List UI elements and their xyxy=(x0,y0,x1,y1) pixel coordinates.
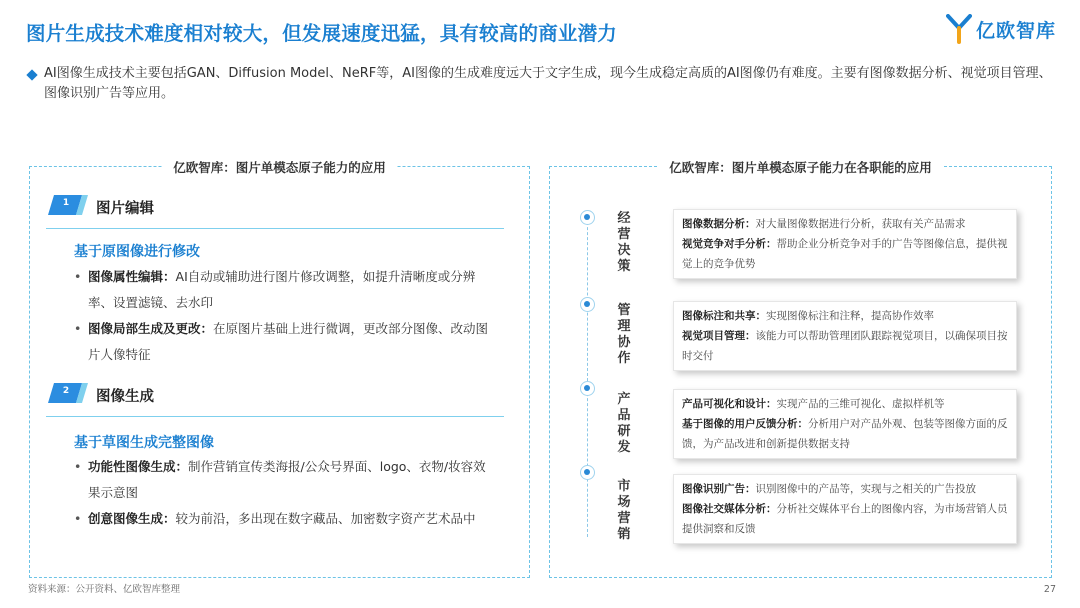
left-panel-title: 亿欧智库：图片单模态原子能力的应用 xyxy=(163,160,396,175)
logo-text: 亿欧智库 xyxy=(975,19,1056,42)
function-label-1: 经营决策 xyxy=(617,211,631,274)
function-card-2: 图像标注和共享：实现图像标注和注释，提高协作效率 视觉项目管理：该能力可以帮助管理团队跟踪视觉项目，以确保项目按时交付 xyxy=(673,301,1017,371)
section-title-2: 图像生成 xyxy=(96,389,154,405)
bullet-list-1 xyxy=(72,264,492,368)
timeline-line xyxy=(587,217,588,537)
right-panel xyxy=(549,160,1052,578)
number-badge-icon: 1 xyxy=(46,193,90,219)
number-badge-icon: 2 xyxy=(46,381,90,407)
right-panel-title: 亿欧智库：图片单模态原子能力在各职能的应用 xyxy=(659,160,942,175)
function-label-4: 市场营销 xyxy=(617,479,631,542)
section-header-1 xyxy=(46,189,504,229)
left-panel xyxy=(29,160,530,578)
bullet-list-2 xyxy=(72,454,492,532)
section-subtitle-1: 基于原图像进行修改 xyxy=(74,244,200,260)
section-header-2 xyxy=(46,377,504,417)
source-note: 资料来源：公开资料、亿欧智库整理 xyxy=(28,584,181,595)
function-label-3: 产品研发 xyxy=(617,392,631,455)
intro-text: AI图像生成技术主要包括GAN、Diffusion Model、NeRF等，AI图像的生成难度远大于文字生成，现今生成稳定高质的AI图像仍有难度。主要有图像数据分析、视觉项目管理、图像识别广告等应用。 xyxy=(44,66,1052,101)
page-number: 27 xyxy=(1043,584,1056,595)
list-item: • 图像局部生成及更改：在原图片基础上进行微调，更改部分图像、改动图片人像特征 xyxy=(72,316,492,368)
function-card-4: 图像识别广告：识别图像中的产品等，实现与之相关的广告投放 图像社交媒体分析：分析社交媒体平台上的图像内容，为市场营销人员提供洞察和反馈 xyxy=(673,474,1017,544)
yiou-logo-icon xyxy=(946,14,972,44)
diamond-bullet-icon xyxy=(26,69,37,80)
list-item: • 创意图像生成：较为前沿，多出现在数字藏品、加密数字资产艺术品中 xyxy=(72,506,492,532)
section-title-1: 图片编辑 xyxy=(96,201,154,217)
timeline-node-icon xyxy=(580,465,595,480)
function-card-3: 产品可视化和设计：实现产品的三维可视化、虚拟样机等 基于图像的用户反馈分析：分析用户对产品外观、包装等图像方面的反馈，为产品改进和创新提供数据支持 xyxy=(673,389,1017,459)
list-item: • 功能性图像生成：制作营销宣传类海报/公众号界面、logo、衣物/妆容效果示意图 xyxy=(72,454,492,506)
function-label-2: 管理协作 xyxy=(617,303,631,366)
page-title: 图片生成技术难度相对较大，但发展速度迅猛，具有较高的商业潜力 xyxy=(26,22,618,45)
section-divider xyxy=(46,416,504,418)
timeline-node-icon xyxy=(580,297,595,312)
timeline-node-icon xyxy=(580,381,595,396)
section-divider xyxy=(46,228,504,230)
intro xyxy=(28,64,1058,104)
logo xyxy=(946,14,1056,44)
section-subtitle-2: 基于草图生成完整图像 xyxy=(74,435,214,451)
list-item: • 图像属性编辑：AI自动或辅助进行图片修改调整，如提升清晰度或分辨率、设置滤镜、去水印 xyxy=(72,264,492,316)
function-card-1: 图像数据分析：对大量图像数据进行分析，获取有关产品需求 视觉竞争对手分析：帮助企业分析竞争对手的广告等图像信息，提供视觉上的竞争优势 xyxy=(673,209,1017,279)
timeline-node-icon xyxy=(580,210,595,225)
